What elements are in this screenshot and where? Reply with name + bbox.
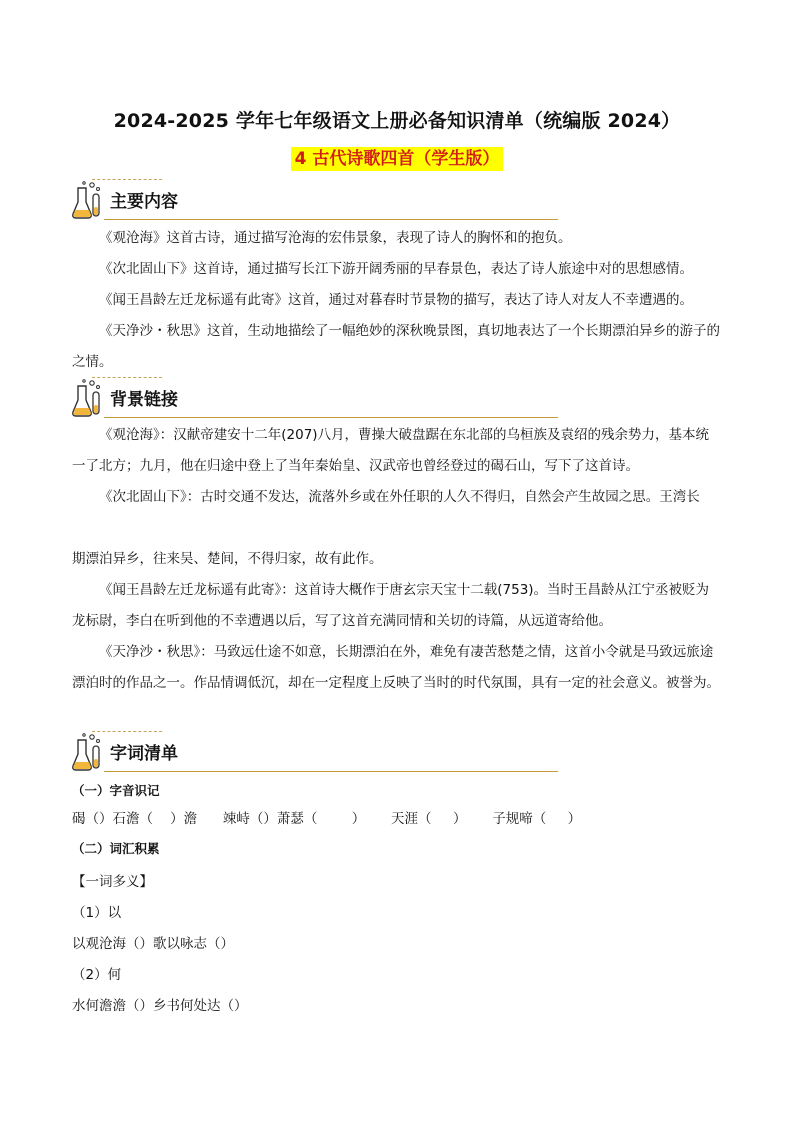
paragraph: 《闻王昌龄左迁龙标遥有此寄》这首，通过对暮春时节景物的描写，表达了诗人对友人不幸遭遇的。	[99, 292, 693, 308]
paragraph: 《次北固山下》这首诗，通过描写长江下游开阔秀丽的早春景色，表达了诗人旅途中对的思想感情。	[99, 261, 693, 277]
section-rule	[104, 417, 558, 418]
list-item-body: 水何澹澹（）乡书何处达（）	[72, 998, 248, 1014]
paragraph: 《天净沙・秋思》：马致远仕途不如意，长期漂泊在外，难免有凄苦愁楚之情，这首小令就是马致远旅途漂泊时的作品之一。作品情调低沉，却在一定程度上反映了当时的时代氛围，具有一定的社会意义。被誉为。	[72, 644, 720, 691]
flask-icon	[72, 732, 104, 772]
paragraph: 《次北固山下》：古时交通不发达，流落外乡或在外任职的人久不得归，自然会产生故园之思。王湾长	[99, 489, 700, 505]
document-title: 2024-2025 学年七年级语文上册必备知识清单（统编版 2024）	[113, 110, 681, 132]
heading-dash-decoration	[92, 731, 162, 732]
section-heading-vocabulary	[72, 732, 558, 772]
flask-icon	[72, 180, 104, 220]
flask-icon	[72, 378, 104, 418]
list-item-body: 以观沧海（）歌以咏志（）	[72, 936, 234, 952]
pinyin-exercise-line: 碣（）石澹（ ）澹 竦峙（）萧瑟（ ） 天涯（ ） 子规啼（ ）	[72, 811, 582, 827]
paragraph: 《观沧海》这首古诗，通过描写沧海的宏伟景象，表现了诗人的胸怀和的抱负。	[99, 230, 572, 246]
section-title: 字词清单	[110, 744, 178, 764]
paragraph: 期漂泊异乡，往来吴、楚间，不得归家，故有此作。	[72, 551, 383, 567]
heading-dash-decoration	[92, 179, 162, 180]
subsection-title: （一）字音识记	[72, 783, 160, 798]
document-subtitle: 4 古代诗歌四首（学生版）	[291, 147, 504, 171]
section-title: 主要内容	[110, 192, 178, 212]
heading-dash-decoration	[92, 377, 162, 378]
paragraph: 《观沧海》：汉献帝建安十二年(207)八月，曹操大破盘踞在东北部的乌桓族及袁绍的残余势力，基本统一了北方；九月，他在归途中登上了当年秦始皇、汉武帝也曾经登过的碣石山，写下了这首诗。	[72, 427, 710, 474]
list-item-heading: （2）何	[72, 967, 122, 983]
section-heading-background	[72, 378, 558, 418]
section-heading-main-content	[72, 180, 558, 220]
list-item-heading: （1）以	[72, 905, 122, 921]
section-rule	[104, 219, 558, 220]
polysemy-heading: 【一词多义】	[72, 874, 153, 890]
section-rule	[104, 771, 558, 772]
subtitle-wrap	[0, 147, 794, 171]
subsection-title: （二）词汇积累	[72, 841, 160, 856]
paragraph: 《天净沙・秋思》这首，生动地描绘了一幅绝妙的深秋晚景图，真切地表达了一个长期漂泊异乡的游子的之情。	[72, 323, 720, 370]
paragraph: 《闻王昌龄左迁龙标遥有此寄》：这首诗大概作于唐玄宗天宝十二载(753)。当时王昌龄从江宁丞被贬为龙标尉，李白在听到他的不幸遭遇以后，写了这首充满同情和关切的诗篇，从远道寄给他。	[72, 582, 710, 629]
section-title: 背景链接	[110, 390, 178, 410]
